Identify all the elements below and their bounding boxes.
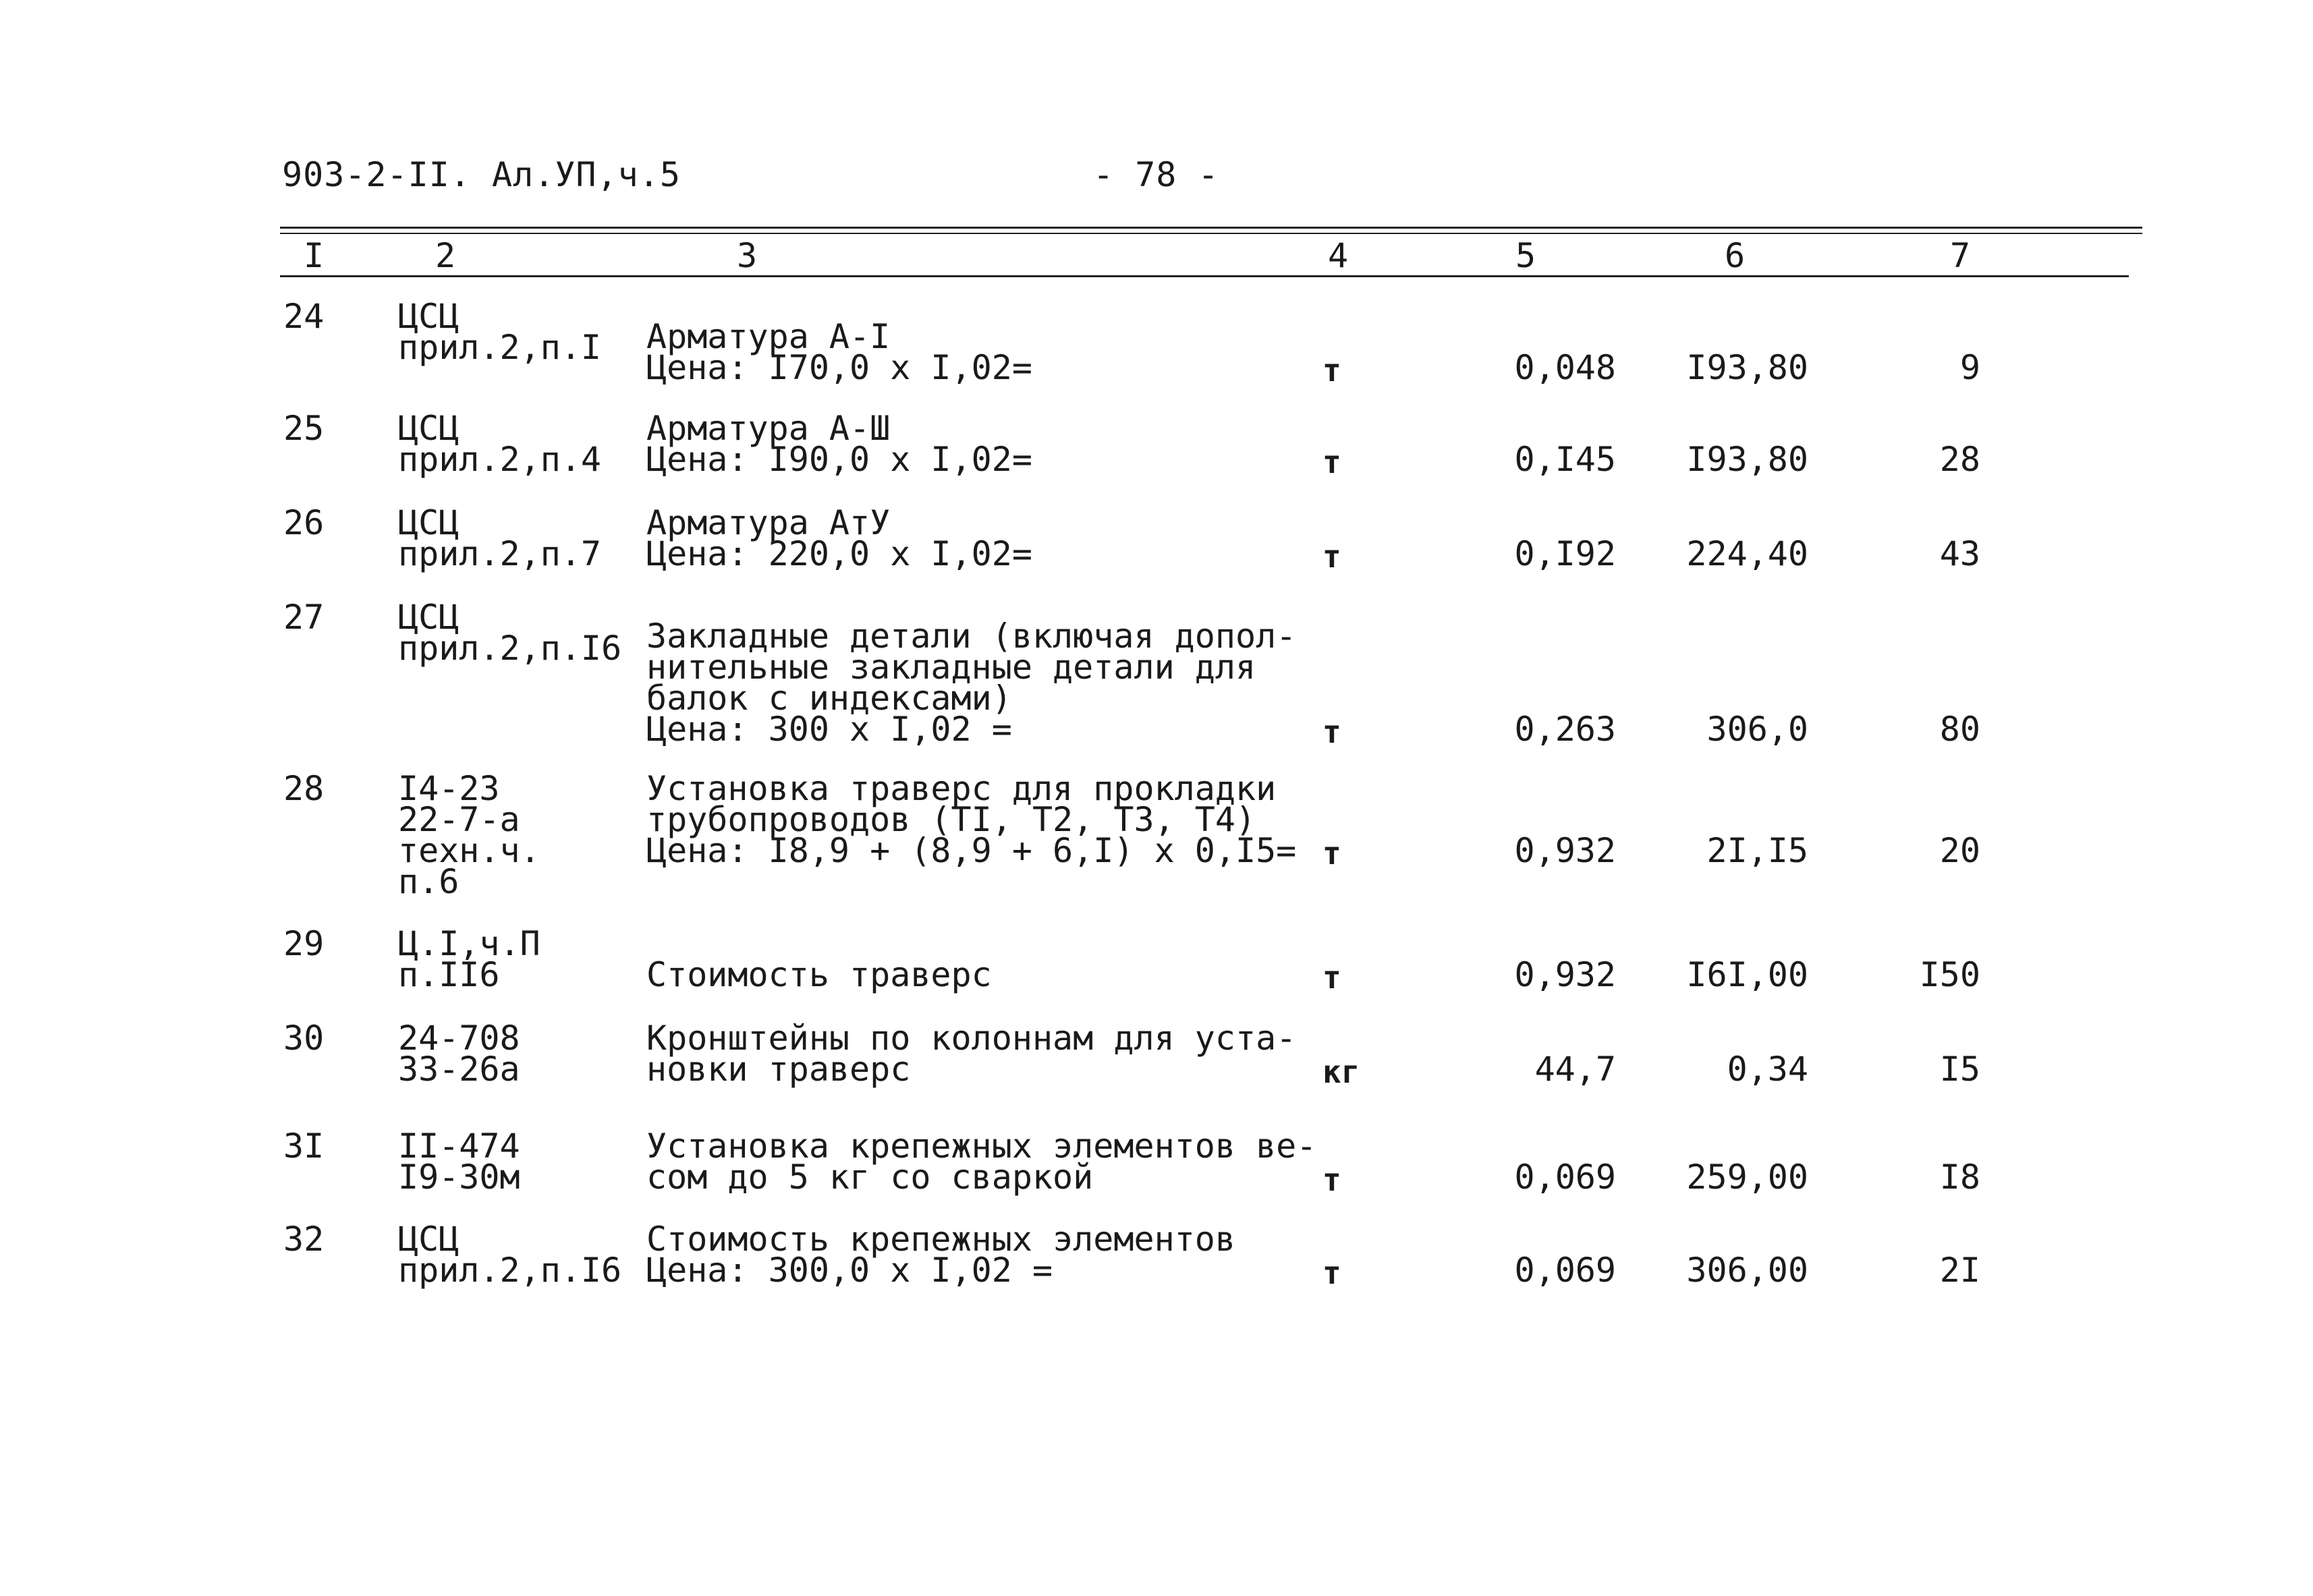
norm-code-line: ЦСЦ bbox=[398, 598, 459, 637]
norm-code-line: п.II6 bbox=[398, 955, 500, 994]
norm-code-line: Ц.I,ч.П bbox=[398, 924, 540, 963]
norm-code-line: прил.2,п.I6 bbox=[398, 629, 622, 668]
description-line: Кронштейны по колоннам для уста- bbox=[646, 1019, 1297, 1058]
table-top-rule bbox=[280, 227, 2142, 229]
description-line: Стоимость траверс bbox=[646, 955, 992, 994]
row-number: 24 bbox=[283, 297, 325, 336]
unit-cell: т bbox=[1322, 538, 1341, 575]
norm-code-line: техн.ч. bbox=[398, 831, 540, 870]
norm-code-line: п.6 bbox=[398, 862, 459, 901]
page-number: - 78 - bbox=[1093, 155, 1219, 194]
unit-price-cell: I93,80 bbox=[1686, 348, 1808, 387]
unit-price-cell: 259,00 bbox=[1686, 1158, 1808, 1197]
description-line: Установка траверс для прокладки bbox=[646, 769, 1277, 808]
row-number: 28 bbox=[283, 769, 325, 808]
description-line: Установка крепежных элементов ве- bbox=[646, 1127, 1317, 1166]
description-line: балок с индексами) bbox=[646, 679, 1012, 718]
unit-price-cell: I93,80 bbox=[1686, 440, 1808, 479]
column-header-3: 3 bbox=[737, 236, 758, 275]
description-line: Цена: I8,9 + (8,9 + 6,I) x 0,I5= bbox=[646, 831, 1297, 870]
quantity-cell: 0,048 bbox=[1514, 348, 1616, 387]
norm-code-line: I4-23 bbox=[398, 769, 500, 808]
norm-code-line: прил.2,п.7 bbox=[398, 534, 602, 573]
column-header-5: 5 bbox=[1515, 236, 1536, 275]
row-number: 27 bbox=[283, 598, 325, 637]
total-cell: 9 bbox=[1959, 348, 1980, 387]
row-number: 30 bbox=[283, 1019, 325, 1058]
unit-cell: т bbox=[1322, 714, 1341, 750]
total-cell: 20 bbox=[1939, 831, 1980, 870]
description-line: Арматура А-Ш bbox=[646, 409, 891, 448]
norm-code-line: ЦСЦ bbox=[398, 409, 459, 448]
unit-price-cell: 224,40 bbox=[1686, 534, 1808, 573]
description-line: сом до 5 кг со сваркой bbox=[646, 1158, 1094, 1197]
total-cell: 28 bbox=[1939, 440, 1980, 479]
quantity-cell: 0,069 bbox=[1514, 1158, 1616, 1197]
total-cell: 80 bbox=[1939, 710, 1980, 749]
document-code: 903-2-II. Ал.УП,ч.5 bbox=[282, 155, 681, 194]
description-line: Арматура АтУ bbox=[646, 503, 891, 542]
column-header-7: 7 bbox=[1950, 236, 1971, 275]
quantity-cell: 0,263 bbox=[1514, 710, 1616, 749]
description-line: трубопроводов (TI, T2, T3, T4) bbox=[646, 800, 1256, 839]
description-line: Арматура А-I bbox=[646, 317, 891, 356]
unit-price-cell: 306,00 bbox=[1686, 1251, 1808, 1290]
row-number: 29 bbox=[283, 924, 325, 963]
unit-cell: т bbox=[1322, 835, 1341, 872]
norm-code-line: ЦСЦ bbox=[398, 503, 459, 542]
unit-cell: кг bbox=[1322, 1054, 1360, 1090]
norm-code-line: I9-30м bbox=[398, 1158, 520, 1197]
norm-code-line: ЦСЦ bbox=[398, 1220, 459, 1259]
unit-cell: т bbox=[1322, 1162, 1341, 1198]
unit-cell: т bbox=[1322, 444, 1341, 480]
row-number: 26 bbox=[283, 503, 325, 542]
unit-price-cell: 306,0 bbox=[1706, 710, 1808, 749]
column-header-4: 4 bbox=[1328, 236, 1349, 275]
description-line: Цена: 300,0 x I,02 = bbox=[646, 1251, 1053, 1290]
unit-price-cell: I6I,00 bbox=[1686, 955, 1808, 994]
norm-code-line: 33-26а bbox=[398, 1050, 520, 1089]
column-header-2: 2 bbox=[435, 236, 456, 275]
unit-price-cell: 2I,I5 bbox=[1706, 831, 1808, 870]
norm-code-line: II-474 bbox=[398, 1127, 520, 1166]
total-cell: I8 bbox=[1939, 1158, 1980, 1197]
description-line: Цена: 220,0 x I,02= bbox=[646, 534, 1032, 573]
norm-code-line: прил.2,п.4 bbox=[398, 440, 602, 479]
norm-code-line: 24-708 bbox=[398, 1019, 520, 1058]
total-cell: I5 bbox=[1939, 1050, 1980, 1089]
row-number: 3I bbox=[283, 1127, 325, 1166]
total-cell: 43 bbox=[1939, 534, 1980, 573]
quantity-cell: 0,I45 bbox=[1514, 440, 1616, 479]
quantity-cell: 0,932 bbox=[1514, 955, 1616, 994]
description-line: новки траверс bbox=[646, 1050, 911, 1089]
unit-cell: т bbox=[1322, 959, 1341, 996]
description-line: Стоимость крепежных элементов bbox=[646, 1220, 1235, 1259]
row-number: 25 bbox=[283, 409, 325, 448]
norm-code-line: 22-7-а bbox=[398, 800, 520, 839]
unit-cell: т bbox=[1322, 1255, 1341, 1291]
total-cell: 2I bbox=[1939, 1251, 1980, 1290]
description-line: Цена: 300 x I,02 = bbox=[646, 710, 1012, 749]
quantity-cell: 0,I92 bbox=[1514, 534, 1616, 573]
column-header-1: I bbox=[304, 236, 325, 275]
table-header-rule bbox=[280, 275, 2129, 277]
unit-price-cell: 0,34 bbox=[1727, 1050, 1808, 1089]
norm-code-line: ЦСЦ bbox=[398, 297, 459, 336]
description-line: Цена: I70,0 x I,02= bbox=[646, 348, 1032, 387]
description-line: нительные закладные детали для bbox=[646, 648, 1256, 687]
norm-code-line: прил.2,п.I bbox=[398, 328, 602, 367]
description-line: Цена: I90,0 x I,02= bbox=[646, 440, 1032, 479]
unit-cell: т bbox=[1322, 352, 1341, 389]
column-header-6: 6 bbox=[1725, 236, 1746, 275]
total-cell: I50 bbox=[1919, 955, 1980, 994]
quantity-cell: 0,069 bbox=[1514, 1251, 1616, 1290]
row-number: 32 bbox=[283, 1220, 325, 1259]
norm-code-line: прил.2,п.I6 bbox=[398, 1251, 622, 1290]
quantity-cell: 44,7 bbox=[1534, 1050, 1616, 1089]
quantity-cell: 0,932 bbox=[1514, 831, 1616, 870]
description-line: Закладные детали (включая допол- bbox=[646, 617, 1297, 656]
table-top-rule-2 bbox=[280, 233, 2142, 234]
